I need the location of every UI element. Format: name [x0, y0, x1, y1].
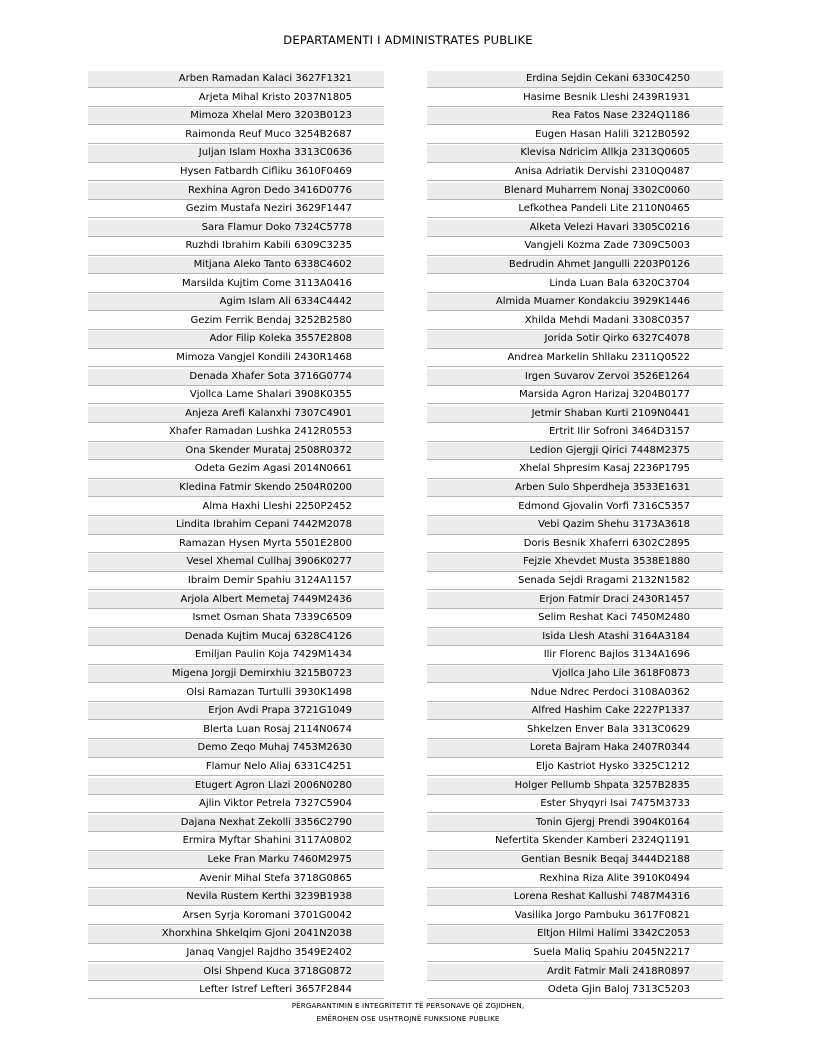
- list-item: Edmond Gjovalin Vorfi 7316C5357: [427, 499, 723, 516]
- list-item: Erdina Sejdin Cekani 6330C4250: [427, 71, 723, 88]
- list-item: Marsida Agron Harizaj 3204B0177: [427, 387, 723, 404]
- list-item: Eljo Kastriot Hysko 3325C1212: [427, 759, 723, 776]
- list-item: Ruzhdi Ibrahim Kabili 6309C3235: [88, 238, 384, 255]
- list-item: Arben Ramadan Kalaci 3627F1321: [88, 71, 384, 88]
- list-item: Avenir Mihal Stefa 3718G0865: [88, 871, 384, 888]
- list-item: Loreta Bajram Haka 2407R0344: [427, 740, 723, 757]
- list-item: Kledina Fatmir Skendo 2504R0200: [88, 480, 384, 497]
- list-item: Bedrudin Ahmet Jangulli 2203P0126: [427, 257, 723, 274]
- list-item: Hasime Besnik Lleshi 2439R1931: [427, 90, 723, 107]
- footer-line-2: EMËROHEN OSE USHTROJNË FUNKSIONE PUBLIKE: [316, 1014, 500, 1023]
- list-item: Tonin Gjergj Prendi 3904K0164: [427, 815, 723, 832]
- list-item: Denada Kujtim Mucaj 6328C4126: [88, 629, 384, 646]
- list-item: Janaq Vangjel Rajdho 3549E2402: [88, 945, 384, 962]
- list-item: Suela Maliq Spahiu 2045N2217: [427, 945, 723, 962]
- list-item: Dajana Nexhat Zekolli 3356C2790: [88, 815, 384, 832]
- list-item: Gezim Ferrik Bendaj 3252B2580: [88, 313, 384, 330]
- list-item: Fejzie Xhevdet Musta 3538E1880: [427, 554, 723, 571]
- list-item: Gentian Besnik Beqaj 3444D2188: [427, 852, 723, 869]
- list-item: Mimoza Vangjel Kondili 2430R1468: [88, 350, 384, 367]
- list-item: Doris Besnik Xhaferri 6302C2895: [427, 536, 723, 553]
- list-item: Vjollca Jaho Lile 3618F0873: [427, 666, 723, 683]
- list-item: Blenard Muharrem Nonaj 3302C0060: [427, 183, 723, 200]
- list-item: Ramazan Hysen Myrta 5501E2800: [88, 536, 384, 553]
- list-item: Raimonda Reuf Muco 3254B2687: [88, 127, 384, 144]
- list-item: Emiljan Paulin Koja 7429M1434: [88, 647, 384, 664]
- list-item: Jetmir Shaban Kurti 2109N0441: [427, 406, 723, 423]
- list-item: Odeta Gjin Baloj 7313C5203: [427, 982, 723, 999]
- list-item: Ardit Fatmir Mali 2418R0897: [427, 964, 723, 981]
- list-item: Demo Zeqo Muhaj 7453M2630: [88, 740, 384, 757]
- list-item: Erjon Avdi Prapa 3721G1049: [88, 703, 384, 720]
- list-item: Eltjon Hilmi Halimi 3342C2053: [427, 926, 723, 943]
- list-item: Klevisa Ndricim Allkja 2313Q0605: [427, 145, 723, 162]
- list-item: Gezim Mustafa Neziri 3629F1447: [88, 201, 384, 218]
- list-item: Ibraim Demir Spahiu 3124A1157: [88, 573, 384, 590]
- list-item: Almida Muamer Kondakciu 3929K1446: [427, 294, 723, 311]
- list-item: Arben Sulo Shperdheja 3533E1631: [427, 480, 723, 497]
- list-item: Alfred Hashim Cake 2227P1337: [427, 703, 723, 720]
- list-item: Alma Haxhi Lleshi 2250P2452: [88, 499, 384, 516]
- list-item: Ona Skender Murataj 2508R0372: [88, 443, 384, 460]
- list-item: Flamur Nelo Aliaj 6331C4251: [88, 759, 384, 776]
- list-item: Holger Pellumb Shpata 3257B2835: [427, 778, 723, 795]
- list-item: Selim Reshat Kaci 7450M2480: [427, 610, 723, 627]
- list-item: Alketa Velezi Havari 3305C0216: [427, 220, 723, 237]
- list-item: Leke Fran Marku 7460M2975: [88, 852, 384, 869]
- list-item: Eugen Hasan Halili 3212B0592: [427, 127, 723, 144]
- list-item: Lorena Reshat Kallushi 7487M4316: [427, 889, 723, 906]
- footer-line-1: PËRGARANTIMIN E INTEGRITETIT TË PERSONAVE QË ZGJIDHEN,: [291, 1001, 525, 1010]
- list-item: Isida Llesh Atashi 3164A3184: [427, 629, 723, 646]
- list-item: Ertrit Ilir Sofroni 3464D3157: [427, 424, 723, 441]
- list-item: Lefkothea Pandeli Lite 2110N0465: [427, 201, 723, 218]
- list-item: Ador Filip Koleka 3557E2808: [88, 331, 384, 348]
- list-item: Rexhina Riza Alite 3910K0494: [427, 871, 723, 888]
- list-item: Arjeta Mihal Kristo 2037N1805: [88, 90, 384, 107]
- list-item: Arjola Albert Memetaj 7449M2436: [88, 592, 384, 609]
- list-item: Hysen Fatbardh Cifliku 3610F0469: [88, 164, 384, 181]
- list-item: Anjeza Arefi Kalanxhi 7307C4901: [88, 406, 384, 423]
- list-item: Ilir Florenc Bajlos 3134A1696: [427, 647, 723, 664]
- list-item: Ajlin Viktor Petrela 7327C5904: [88, 796, 384, 813]
- list-item: Olsi Ramazan Turtulli 3930K1498: [88, 685, 384, 702]
- list-item: Rea Fatos Nase 2324Q1186: [427, 108, 723, 125]
- list-item: Nefertita Skender Kamberi 2324Q1191: [427, 833, 723, 850]
- list-item: Shkelzen Enver Bala 3313C0629: [427, 722, 723, 739]
- list-item: Sara Flamur Doko 7324C5778: [88, 220, 384, 237]
- list-item: Vjollca Lame Shalari 3908K0355: [88, 387, 384, 404]
- list-item: Vasilika Jorgo Pambuku 3617F0821: [427, 908, 723, 925]
- list-item: Xhilda Mehdi Madani 3308C0357: [427, 313, 723, 330]
- list-item: Anisa Adriatik Dervishi 2310Q0487: [427, 164, 723, 181]
- list-item: Olsi Shpend Kuca 3718G0872: [88, 964, 384, 981]
- list-item: Lefter Istref Lefteri 3657F2844: [88, 982, 384, 999]
- list-item: Lindita Ibrahim Cepani 7442M2078: [88, 517, 384, 534]
- page-footer: [0, 999, 816, 1025]
- list-item: Ismet Osman Shata 7339C6509: [88, 610, 384, 627]
- right-name-list: [427, 71, 723, 1001]
- list-item: Ndue Ndrec Perdoci 3108A0362: [427, 685, 723, 702]
- page-title: DEPARTAMENTI I ADMINISTRATES PUBLIKE: [283, 33, 533, 47]
- list-item: Ester Shyqyri Isai 7475M3733: [427, 796, 723, 813]
- list-item: Odeta Gezim Agasi 2014N0661: [88, 461, 384, 478]
- list-item: Juljan Islam Hoxha 3313C0636: [88, 145, 384, 162]
- list-item: Irgen Suvarov Zervoi 3526E1264: [427, 369, 723, 386]
- list-item: Migena Jorgji Demirxhiu 3215B0723: [88, 666, 384, 683]
- list-item: Marsilda Kujtim Come 3113A0416: [88, 276, 384, 293]
- list-item: Vesel Xhemal Cullhaj 3906K0277: [88, 554, 384, 571]
- list-item: Mimoza Xhelal Mero 3203B0123: [88, 108, 384, 125]
- list-item: Ledion Gjergji Qirici 7448M2375: [427, 443, 723, 460]
- list-item: Blerta Luan Rosaj 2114N0674: [88, 722, 384, 739]
- list-item: Mitjana Aleko Tanto 6338C4602: [88, 257, 384, 274]
- list-item: Xhelal Shpresim Kasaj 2236P1795: [427, 461, 723, 478]
- list-item: Xhorxhina Shkelqim Gjoni 2041N2038: [88, 926, 384, 943]
- list-item: Denada Xhafer Sota 3716G0774: [88, 369, 384, 386]
- list-item: Nevila Rustem Kerthi 3239B1938: [88, 889, 384, 906]
- list-item: Rexhina Agron Dedo 3416D0776: [88, 183, 384, 200]
- list-item: Arsen Syrja Koromani 3701G0042: [88, 908, 384, 925]
- list-item: Etugert Agron Llazi 2006N0280: [88, 778, 384, 795]
- list-item: Vangjeli Kozma Zade 7309C5003: [427, 238, 723, 255]
- list-item: Xhafer Ramadan Lushka 2412R0553: [88, 424, 384, 441]
- list-item: Jorida Sotir Qirko 6327C4078: [427, 331, 723, 348]
- list-item: Andrea Markelin Shllaku 2311Q0522: [427, 350, 723, 367]
- list-item: Ermira Myftar Shahini 3117A0802: [88, 833, 384, 850]
- list-item: Agim Islam Ali 6334C4442: [88, 294, 384, 311]
- list-item: Senada Sejdi Rragami 2132N1582: [427, 573, 723, 590]
- list-item: Vebi Qazim Shehu 3173A3618: [427, 517, 723, 534]
- left-name-list: [88, 71, 384, 1001]
- list-item: Erjon Fatmir Draci 2430R1457: [427, 592, 723, 609]
- list-item: Linda Luan Bala 6320C3704: [427, 276, 723, 293]
